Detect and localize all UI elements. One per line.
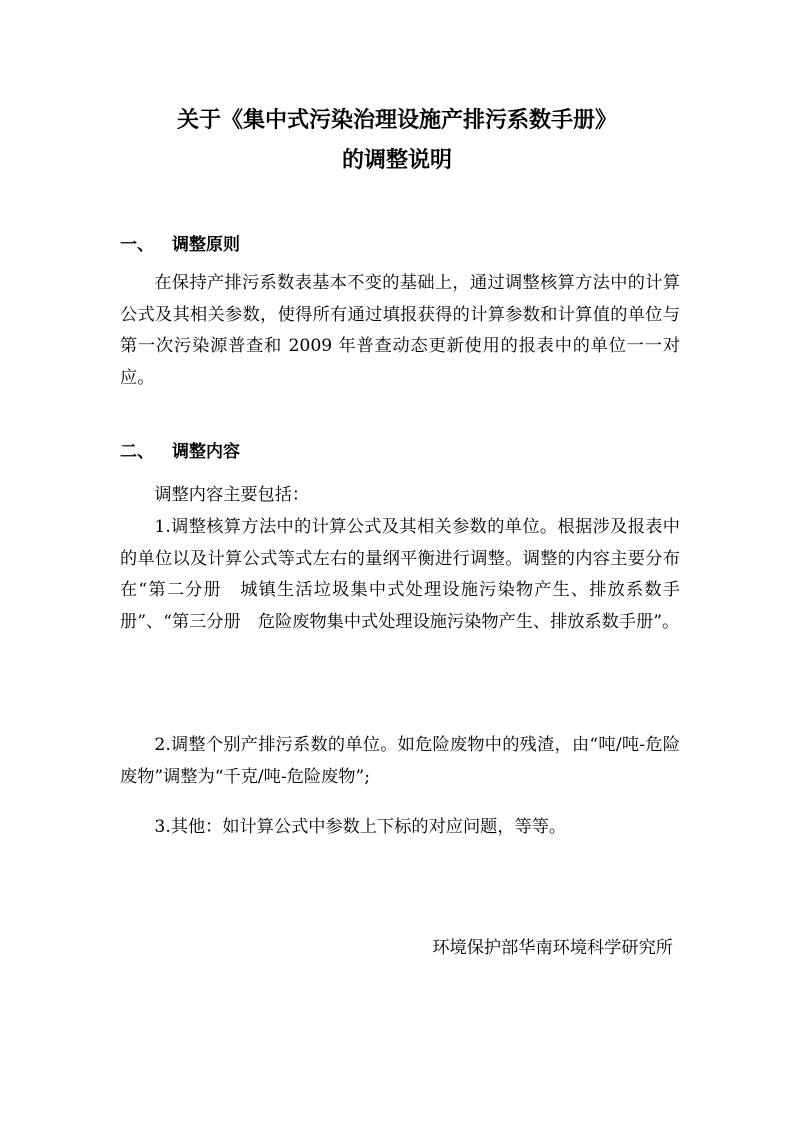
section-2-title: 调整内容 bbox=[172, 442, 240, 462]
document-title-line-2: 的调整说明 bbox=[341, 147, 452, 173]
section-1-paragraph: 在保持产排污系数表基本不变的基础上，通过调整核算方法中的计算公式及其相关参数，使得所有通过填报获得的计算参数和计算值的单位与第一次污染源普查和 2009 年普查动态更新使用的报表中的单位一一对应。 bbox=[120, 273, 680, 388]
document-title-line-1: 关于《集中式污染治理设施产排污系数手册》 bbox=[176, 107, 617, 133]
section-1-heading bbox=[120, 233, 240, 257]
section-2-heading bbox=[120, 440, 240, 464]
section-2-intro: 调整内容主要包括： bbox=[154, 485, 310, 505]
section-2-number: 二、 bbox=[120, 442, 154, 462]
section-2-item-2: 2.调整个别产排污系数的单位。如危险废物中的残渣，由“吨/吨-危险废物”调整为“千克/吨-危险废物”; bbox=[120, 735, 680, 787]
section-1-title: 调整原则 bbox=[172, 235, 240, 255]
signature: 环境保护部华南环境科学研究所 bbox=[432, 938, 673, 958]
section-2-item-3: 3.其他：如计算公式中参数上下标的对应问题，等等。 bbox=[154, 817, 567, 837]
section-2-item-1: 1.调整核算方法中的计算公式及其相关参数的单位。根据涉及报表中的单位以及计算公式等式左右的量纲平衡进行调整。调整的内容主要分布在“第二分册 城镇生活垃圾集中式处理设施污染物产生、排放系数手册”、“第三分册 危险废物集中式处理设施污染物产生、排放系数手册”。 bbox=[120, 517, 680, 632]
section-1-number: 一、 bbox=[120, 235, 154, 255]
